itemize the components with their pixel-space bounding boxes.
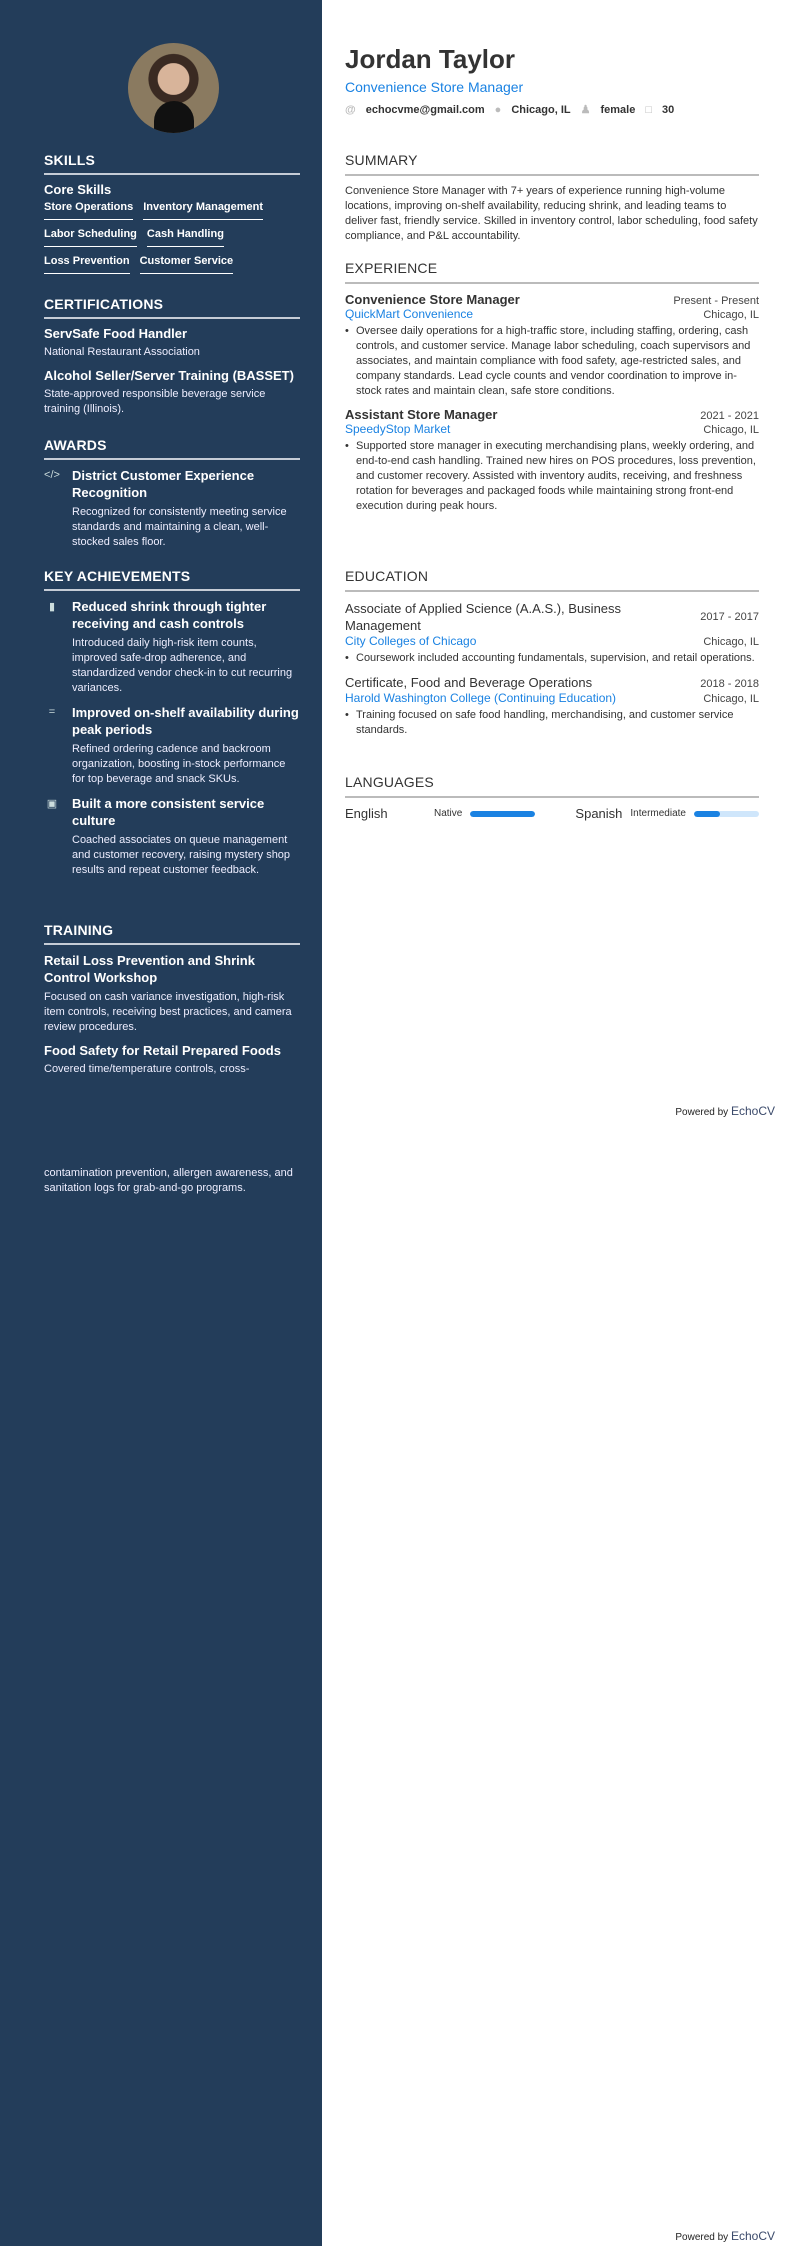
proficiency-bar [470, 811, 535, 817]
bullet: • Coursework included accounting fundamentals, supervision, and retail operations. [345, 651, 759, 666]
skill-chip: Loss Prevention [44, 255, 130, 274]
education-item [345, 674, 759, 738]
achievement-title: Improved on-shelf availability during peak periods [72, 705, 299, 737]
awards-section [44, 437, 300, 558]
experience-item [345, 407, 759, 514]
language-name: English [345, 806, 388, 821]
age: 30 [662, 103, 675, 116]
certification-desc: State-approved responsible beverage service training (Illinois). [44, 388, 266, 415]
training-title: Retail Loss Prevention and Shrink Control Workshop [44, 953, 255, 985]
calendar-icon: □ [645, 103, 652, 116]
school: City Colleges of Chicago [345, 634, 477, 648]
certification-issuer: National Restaurant Association [44, 346, 200, 358]
email[interactable]: echocvme@gmail.com [365, 103, 485, 116]
certifications-section [44, 296, 300, 417]
footer-brand[interactable]: EchoCV [730, 1104, 775, 1118]
achievements-heading: KEY ACHIEVEMENTS [44, 568, 300, 591]
company: QuickMart Convenience [345, 307, 474, 321]
bullet: • Supported store manager in executing merchandising plans, weekly ordering, and end-to-end cash handling. Trained new hires on POS procedures, loss prevention, and customer recovery. Assisted with inventory audits, receiving, and freshness rotation for beverages and packaged foods while maintaining strong front-end execution during peak hours. [345, 439, 759, 514]
language-level: Native [434, 808, 463, 819]
footer-prefix: Powered by [675, 1107, 729, 1118]
skill-chip: Customer Service [140, 255, 234, 274]
location-pin-icon: ● [494, 103, 502, 116]
training-desc: Covered time/temperature controls, cross- [44, 1063, 250, 1075]
position-title: Assistant Store Manager [345, 407, 498, 422]
gender: female [600, 103, 636, 116]
achievements-section [44, 568, 300, 886]
award-title: District Customer Experience Recognition [72, 468, 255, 500]
achievement-item [44, 598, 300, 696]
profile-photo [128, 43, 219, 133]
school: Harold Washington College (Continuing Education) [345, 691, 617, 705]
achievement-item [44, 704, 300, 787]
sidebar [0, 0, 322, 2246]
company: SpeedyStop Market [345, 422, 451, 436]
proficiency-fill [694, 811, 720, 817]
languages-heading: LANGUAGES [345, 774, 759, 798]
proficiency-bar [694, 811, 759, 817]
achievement-desc: Introduced daily high-risk item counts, improved safe-drop adherence, and standardized vendor check-in to cut recurring variances. [72, 637, 293, 694]
experience-heading: EXPERIENCE [345, 260, 759, 284]
achievement-desc: Coached associates on queue management and customer recovery, raising mystery shop results and repeat customer feedback. [72, 834, 291, 876]
skill-chip: Store Operations [44, 201, 133, 220]
achievement-item [44, 795, 300, 878]
skill-chip: Labor Scheduling [44, 228, 137, 247]
skills-section [44, 152, 300, 274]
achievement-title: Built a more consistent service culture [72, 796, 265, 828]
summary-text: Convenience Store Manager with 7+ years of experience running high-volume locations, improving on-shelf availability, reducing shrink, and leading teams to deliver fast, friendly service. Skilled in inventory control, labor scheduling, food safety compliance, and P&L accountability. [345, 185, 758, 242]
candidate-name: Jordan Taylor [345, 44, 516, 74]
dates: 2021 - 2021 [700, 410, 759, 422]
footer-page-1 [675, 1104, 775, 1118]
footer-prefix: Powered by [675, 2232, 729, 2243]
experience-item [345, 292, 759, 399]
footer-page-2 [675, 2229, 775, 2243]
award-item [44, 467, 300, 550]
dates: 2017 - 2017 [700, 611, 759, 623]
certification-name: ServSafe Food Handler [44, 326, 188, 341]
bullet: • Training focused on safe food handling, merchandising, and customer service standards. [345, 708, 759, 738]
education-item [345, 600, 759, 666]
position-title: Convenience Store Manager [345, 292, 520, 307]
language-name: Spanish [575, 806, 623, 821]
location: Chicago, IL [703, 309, 759, 321]
dates: 2018 - 2018 [700, 678, 759, 690]
skills-heading: SKILLS [44, 152, 300, 175]
file-icon: ▮ [48, 601, 56, 613]
dates: Present - Present [673, 295, 759, 307]
proficiency-fill [470, 811, 535, 817]
certifications-heading: CERTIFICATIONS [44, 296, 300, 319]
location: Chicago, IL [703, 636, 759, 648]
location: Chicago, IL [703, 424, 759, 436]
bullet: • Oversee daily operations for a high-traffic store, including staffing, ordering, cash controls, and customer service. Manage labor scheduling, coach supervisors and associates, and maintain compliance with food safety, age-restricted sales, and company standards. Lead cycle counts and vendor coordination to improve in-stock rates and maintain clean, safe store conditions. [345, 324, 759, 399]
language-item [345, 806, 535, 821]
contact-row [345, 103, 759, 116]
training-desc-continued: contamination prevention, allergen awareness, and sanitation logs for grab-and-go programs. [44, 1167, 293, 1194]
training-section [44, 922, 300, 1077]
achievement-desc: Refined ordering cadence and backroom organization, boosting in-stock performance for top beverage and snack SKUs. [72, 743, 286, 785]
language-item [575, 806, 759, 821]
training-title: Food Safety for Retail Prepared Foods [44, 1043, 281, 1058]
location: Chicago, IL [511, 103, 571, 116]
degree: Associate of Applied Science (A.A.S.), Business Management [345, 601, 622, 633]
certification-name: Alcohol Seller/Server Training (BASSET) [44, 368, 294, 383]
job-title: Convenience Store Manager [345, 79, 524, 95]
experience-section [345, 260, 759, 522]
achievement-title: Reduced shrink through tighter receiving and cash controls [72, 599, 267, 631]
awards-heading: AWARDS [44, 437, 300, 460]
code-icon: </> [44, 469, 60, 481]
location: Chicago, IL [703, 693, 759, 705]
training-heading: TRAINING [44, 922, 300, 945]
calendar-icon: ▣ [46, 798, 58, 810]
skills-group-title: Core Skills [44, 182, 112, 197]
education-section [345, 568, 759, 746]
training-desc: Focused on cash variance investigation, high-risk item controls, receiving best practices, and camera review procedures. [44, 991, 292, 1033]
award-desc: Recognized for consistently meeting service standards and maintaining a clean, well-stocked sales floor. [72, 506, 287, 548]
degree: Certificate, Food and Beverage Operations [345, 675, 593, 690]
equals-icon: = [48, 706, 56, 718]
footer-brand[interactable]: EchoCV [730, 2229, 775, 2243]
at-icon: @ [345, 103, 356, 116]
education-heading: EDUCATION [345, 568, 759, 592]
skill-chip: Cash Handling [147, 228, 224, 247]
summary-section [345, 152, 759, 244]
language-level: Intermediate [630, 808, 686, 819]
skill-chip: Inventory Management [143, 201, 263, 220]
languages-section [345, 774, 759, 821]
summary-heading: SUMMARY [345, 152, 759, 176]
person-icon: ♟ [580, 104, 591, 116]
